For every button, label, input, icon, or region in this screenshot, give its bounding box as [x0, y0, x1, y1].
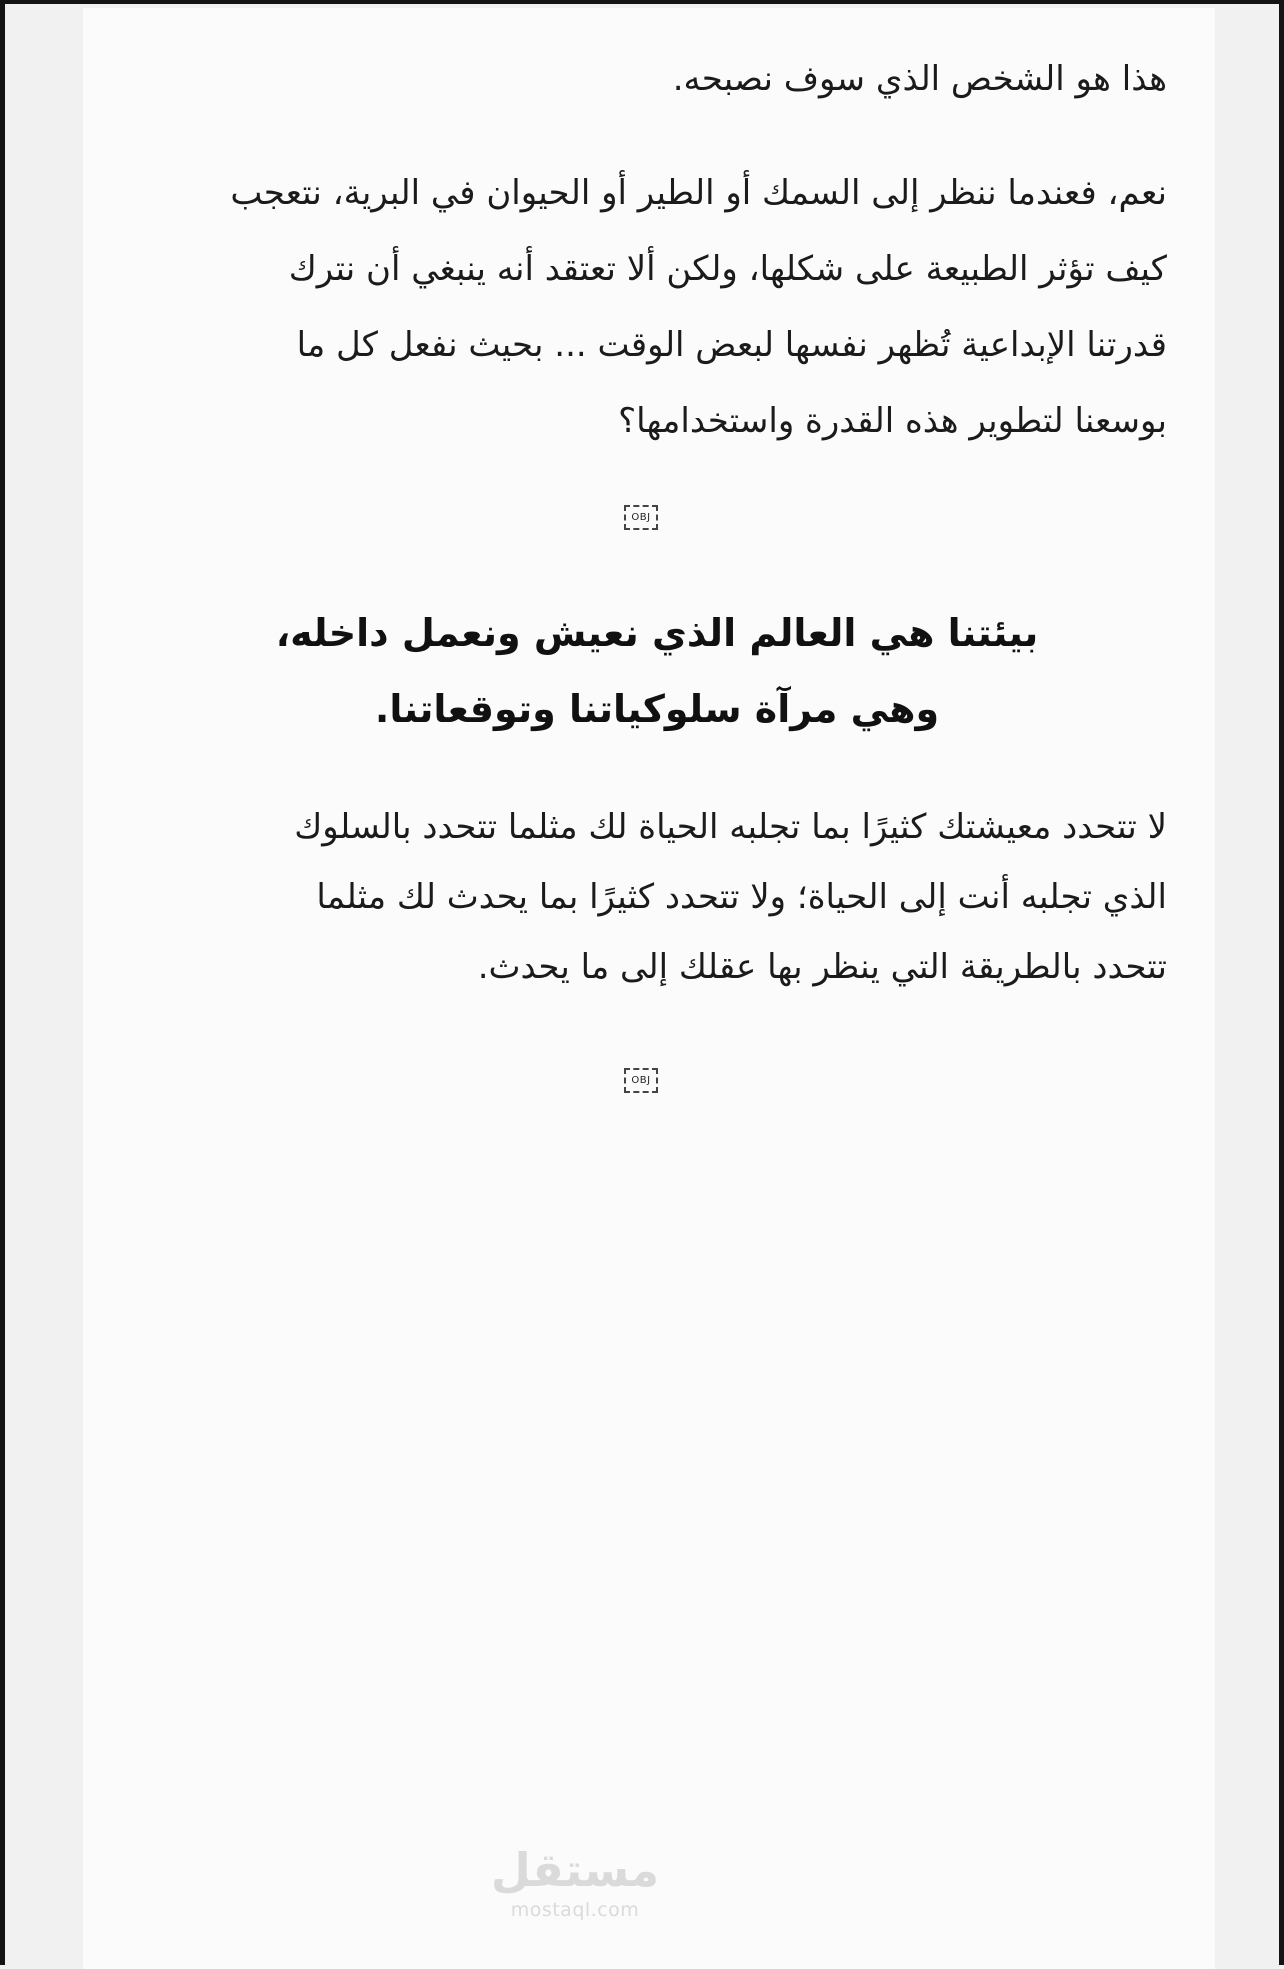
- paragraph-line: تتحدد بالطريقة التي ينظر بها عقلك إلى ما يحدث.: [477, 947, 1167, 987]
- pull-quote-line: بيئتنا هي العالم الذي نعيش ونعمل داخله،: [275, 611, 1039, 655]
- paragraph-line: قدرتنا الإبداعية تُظهر نفسها لبعض الوقت ... بحيث نفعل كل ما: [296, 325, 1167, 365]
- paragraph-behavior: [147, 792, 1167, 1002]
- paragraph-line: بوسعنا لتطوير هذه القدرة واستخدامها؟: [618, 401, 1167, 441]
- paragraph-line: نعم، فعندما ننظر إلى السمك أو الطير أو الحيوان في البرية، نتعجب: [230, 173, 1167, 213]
- object-placeholder-icon: OBJ: [624, 1068, 658, 1093]
- document-page: [83, 8, 1215, 1969]
- pull-quote-line: وهي مرآة سلوكياتنا وتوقعاتنا.: [374, 687, 940, 731]
- paragraph-nature: [147, 155, 1167, 459]
- pull-quote: [147, 595, 1167, 747]
- paragraph-line: الذي تجلبه أنت إلى الحياة؛ ولا تتحدد كثيرًا بما يحدث لك مثلما: [316, 877, 1167, 917]
- watermark-url: mostaql.com: [510, 1899, 640, 1921]
- paragraph-line: لا تتحدد معيشتك كثيرًا بما تجلبه الحياة لك مثلما تتحدد بالسلوك: [294, 807, 1167, 847]
- paragraph-line: هذا هو الشخص الذي سوف نصبحه.: [672, 59, 1167, 99]
- watermark: [455, 1842, 695, 1922]
- object-placeholder-icon: OBJ: [624, 505, 658, 530]
- paragraph-line: كيف تؤثر الطبيعة على شكلها، ولكن ألا تعتقد أنه ينبغي أن نترك: [288, 249, 1167, 289]
- paragraph-intro: [147, 44, 1167, 114]
- watermark-logo: مستقل: [490, 1843, 660, 1897]
